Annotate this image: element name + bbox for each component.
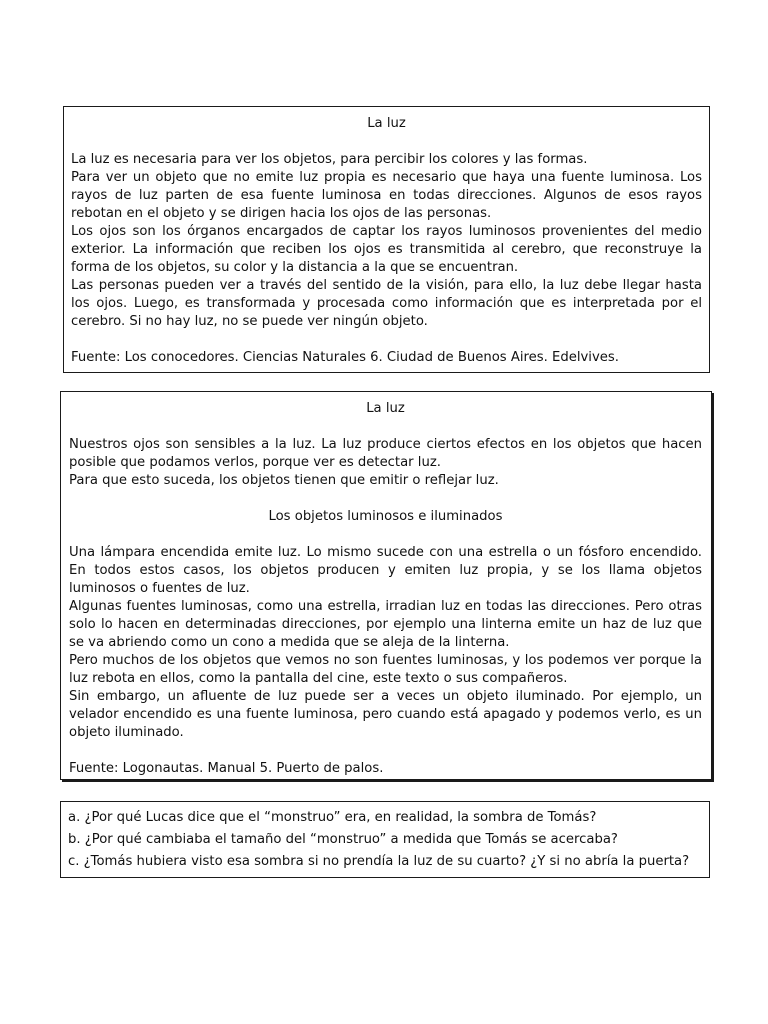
question-a: a. ¿Por qué Lucas dice que el “monstruo” era, en realidad, la sombra de Tomás? [68,810,597,825]
box2-intro-2: Para que esto suceda, los objetos tienen que emitir o reflejar luz. [69,473,499,488]
box1-title: La luz [367,116,406,131]
text-box-la-luz-2 [60,391,712,780]
question-b: b. ¿Por qué cambiaba el tamaño del “monstruo” a medida que Tomás se acercaba? [68,832,618,847]
box1-paragraph-2: Para ver un objeto que no emite luz propia es necesario que haya una fuente luminosa. Los rayos de luz parten de esa fuente luminosa en todas direcciones. Algunos de esos rayos rebotan en el objeto y se dirigen hacia los ojos de las personas. [71,170,702,221]
box2-subtitle: Los objetos luminosos e iluminados [268,509,503,524]
box1-paragraph-1: La luz es necesaria para ver los objetos, para percibir los colores y las formas. [71,152,588,167]
box2-paragraph-4: Sin embargo, un afluente de luz puede ser a veces un objeto iluminado. Por ejemplo, un velador encendido es una fuente luminosa, pero cuando está apagado y podemos verlo, es un objeto iluminado. [69,689,702,740]
box2-paragraph-2: Algunas fuentes luminosas, como una estrella, irradian luz en todas las direcciones. Pero otras solo lo hacen en determinadas direcciones, por ejemplo una linterna emite un haz de luz que se va abriendo como un cono a medida que se aleja de la linterna. [69,599,702,650]
box1-paragraph-4: Las personas pueden ver a través del sentido de la visión, para ello, la luz debe llegar hasta los ojos. Luego, es transformada y procesada como información que es interpretada por el cerebro. Si no hay luz, no se puede ver ningún objeto. [71,278,702,329]
box2-source: Fuente: Logonautas. Manual 5. Puerto de palos. [69,761,384,776]
box1-source: Fuente: Los conocedores. Ciencias Naturales 6. Ciudad de Buenos Aires. Edelvives. [71,350,619,365]
box2-paragraph-3: Pero muchos de los objetos que vemos no son fuentes luminosas, y los podemos ver porque la luz rebota en ellos, como la pantalla del cine, este texto o sus compañeros. [69,653,702,686]
box2-intro-1: Nuestros ojos son sensibles a la luz. La luz produce ciertos efectos en los objetos que hacen posible que podamos verlos, porque ver es detectar luz. [69,437,702,470]
text-box-la-luz-1 [63,106,710,373]
box1-paragraph-3: Los ojos son los órganos encargados de captar los rayos luminosos provenientes del medio exterior. La información que reciben los ojos es transmitida al cerebro, que reconstruye la forma de los objetos, su color y la distancia a la que se encuentran. [71,224,702,275]
question-c: c. ¿Tomás hubiera visto esa sombra si no prendía la luz de su cuarto? ¿Y si no abría la puerta? [68,854,690,869]
box2-paragraph-1: Una lámpara encendida emite luz. Lo mismo sucede con una estrella o un fósforo encendido. En todos estos casos, los objetos producen y emiten luz propia, y se los llama objetos luminosos o fuentes de luz. [69,545,702,596]
box2-title: La luz [366,401,405,416]
questions-box [60,801,710,878]
